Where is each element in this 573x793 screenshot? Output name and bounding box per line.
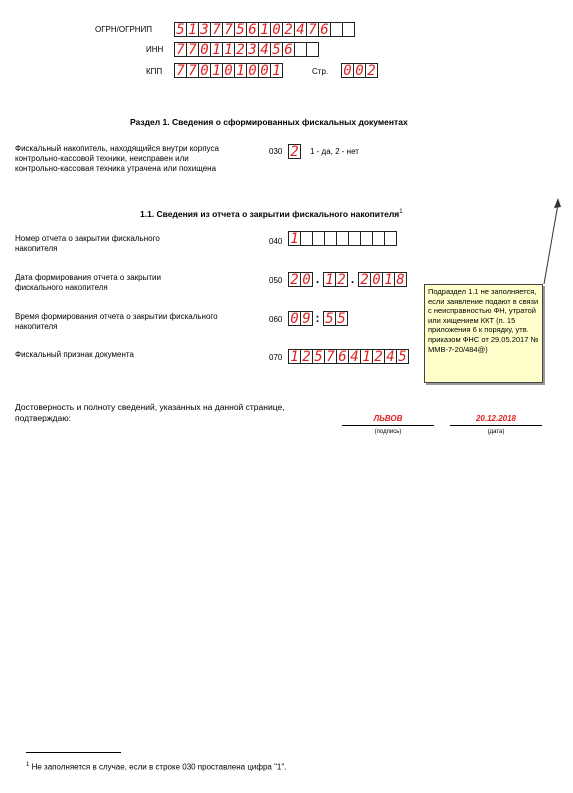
digit-cell[interactable]: 6 — [246, 22, 259, 37]
line060-field[interactable] — [288, 311, 347, 326]
digit-cell[interactable]: 0 — [270, 22, 283, 37]
digit-cell[interactable]: 1 — [258, 22, 271, 37]
footnote-number: 1 — [26, 762, 30, 768]
digit-cell[interactable] — [342, 22, 355, 37]
footnote — [26, 760, 286, 773]
line050-field[interactable] — [288, 272, 406, 287]
digit-cell[interactable]: 2 — [288, 144, 301, 159]
digit-cell[interactable]: 2 — [282, 22, 295, 37]
signature-value[interactable]: ЛЬВОВ — [373, 414, 403, 423]
digit-cell[interactable]: 7 — [186, 42, 199, 57]
section1-title: Раздел 1. Сведения о сформированных фискальных документах — [130, 117, 408, 127]
line040-label: Номер отчета о закрытии фискального накопителя — [15, 234, 160, 253]
digit-cell[interactable]: 6 — [318, 22, 331, 37]
date-caption: (дата) — [487, 429, 505, 435]
digit-cell[interactable]: 1 — [382, 272, 395, 287]
digit-cell[interactable]: 1 — [210, 63, 223, 78]
digit-cell[interactable]: 2 — [288, 272, 301, 287]
kpp-field[interactable] — [174, 63, 282, 78]
signature-line — [342, 425, 434, 426]
digit-cell[interactable]: 1 — [234, 63, 247, 78]
callout-note: Подраздел 1.1 не заполняется, если заявление подают в связи с неисправностью ФН, утратой или хищением ККТ (п. 15 приложения 6 к порядку, утв. приказом ФНС от 29.05.2017 № ММВ-7-20/484@) — [424, 284, 543, 383]
digit-cell[interactable]: 1 — [186, 22, 199, 37]
digit-cell[interactable]: 2 — [335, 272, 348, 287]
digit-cell[interactable]: 1 — [210, 42, 223, 57]
digit-cell[interactable]: 4 — [258, 42, 271, 57]
line070-code: 070 — [269, 353, 283, 362]
digit-cell[interactable]: 0 — [246, 63, 259, 78]
digit-cell[interactable]: 5 — [312, 349, 325, 364]
digit-cell[interactable]: 7 — [324, 349, 337, 364]
line050-label: Дата формирования отчета о закрытии фискального накопителя — [15, 273, 161, 292]
digit-cell[interactable]: 0 — [300, 272, 313, 287]
date-day[interactable] — [288, 272, 312, 287]
digit-cell[interactable]: 1 — [360, 349, 373, 364]
line030-code: 030 — [269, 147, 283, 156]
digit-cell[interactable]: 7 — [210, 22, 223, 37]
digit-cell[interactable]: 6 — [282, 42, 295, 57]
line040-field[interactable] — [288, 231, 396, 246]
callout-arrow — [536, 196, 566, 286]
digit-cell[interactable]: 5 — [234, 22, 247, 37]
digit-cell[interactable]: 1 — [270, 63, 283, 78]
digit-cell[interactable]: 3 — [198, 22, 211, 37]
line070-field[interactable] — [288, 349, 408, 364]
digit-cell[interactable] — [384, 231, 397, 246]
digit-cell[interactable] — [306, 42, 319, 57]
digit-cell[interactable]: 1 — [222, 42, 235, 57]
digit-cell[interactable]: 5 — [270, 42, 283, 57]
digit-cell[interactable]: 6 — [336, 349, 349, 364]
inn-field[interactable] — [174, 42, 318, 57]
footnote-text: Не заполняется в случае, если в строке 030 проставлена цифра "1". — [31, 762, 287, 772]
digit-cell[interactable]: 5 — [396, 349, 409, 364]
digit-cell[interactable]: 0 — [222, 63, 235, 78]
digit-cell[interactable]: 2 — [234, 42, 247, 57]
digit-cell[interactable]: 7 — [174, 63, 187, 78]
date-separator: . — [350, 272, 355, 286]
digit-cell[interactable]: 0 — [353, 63, 366, 78]
line050-code: 050 — [269, 276, 283, 285]
digit-cell[interactable]: 0 — [370, 272, 383, 287]
date-year[interactable] — [358, 272, 406, 287]
page-number-field[interactable] — [341, 63, 377, 78]
digit-cell[interactable]: 7 — [174, 42, 187, 57]
ogrn-label: ОГРН/ОГРНИП — [95, 25, 153, 34]
time-separator: : — [315, 311, 320, 325]
date-line — [450, 425, 542, 426]
line060-code: 060 — [269, 315, 283, 324]
line070-label: Фискальный признак документа — [15, 350, 134, 359]
ogrn-field[interactable] — [174, 22, 354, 37]
page-label: Стр. — [312, 67, 329, 76]
digit-cell[interactable]: 1 — [323, 272, 336, 287]
kpp-label: КПП — [146, 67, 163, 76]
time-hours[interactable] — [288, 311, 312, 326]
digit-cell[interactable]: 0 — [258, 63, 271, 78]
line030-hint: 1 - да, 2 - нет — [310, 147, 359, 156]
digit-cell[interactable]: 0 — [198, 42, 211, 57]
digit-cell[interactable]: 7 — [222, 22, 235, 37]
digit-cell[interactable]: 5 — [174, 22, 187, 37]
subsection11-title-text: 1.1. Сведения из отчета о закрытии фискального накопителя — [140, 209, 400, 219]
digit-cell[interactable]: 9 — [300, 311, 313, 326]
digit-cell[interactable]: 7 — [186, 63, 199, 78]
footnote-divider — [26, 752, 121, 753]
digit-cell[interactable]: 8 — [394, 272, 407, 287]
digit-cell[interactable]: 2 — [300, 349, 313, 364]
time-minutes[interactable] — [323, 311, 347, 326]
digit-cell[interactable]: 2 — [365, 63, 378, 78]
date-separator: . — [315, 272, 320, 286]
date-value[interactable]: 20.12.2018 — [475, 414, 517, 423]
line030-label: Фискальный накопитель, находящийся внутри корпуса контрольно-кассовой техники, неисправен или контрольно-кассовая техника утрачена или похищена — [15, 144, 219, 173]
digit-cell[interactable]: 7 — [306, 22, 319, 37]
subsection11-title — [140, 209, 403, 219]
digit-cell[interactable]: 2 — [358, 272, 371, 287]
digit-cell[interactable]: 3 — [246, 42, 259, 57]
digit-cell[interactable]: 0 — [341, 63, 354, 78]
line030-field[interactable] — [288, 144, 300, 159]
date-month[interactable] — [323, 272, 347, 287]
line060-label: Время формирования отчета о закрытии фискального накопителя — [15, 312, 218, 331]
digit-cell[interactable]: 0 — [288, 311, 301, 326]
footnote-mark: 1 — [399, 209, 403, 216]
digit-cell[interactable]: 2 — [372, 349, 385, 364]
confirm-text: Достоверность и полноту сведений, указанных на данной странице, подтверждаю: — [15, 402, 285, 423]
digit-cell[interactable]: 4 — [294, 22, 307, 37]
digit-cell[interactable]: 1 — [288, 231, 301, 246]
line040-code: 040 — [269, 237, 283, 246]
digit-cell[interactable]: 1 — [288, 349, 301, 364]
digit-cell[interactable]: 5 — [323, 311, 336, 326]
digit-cell[interactable]: 4 — [348, 349, 361, 364]
inn-label: ИНН — [146, 45, 164, 54]
digit-cell[interactable]: 4 — [384, 349, 397, 364]
digit-cell[interactable]: 5 — [335, 311, 348, 326]
signature-caption: (подпись) — [374, 429, 402, 435]
digit-cell[interactable]: 0 — [198, 63, 211, 78]
